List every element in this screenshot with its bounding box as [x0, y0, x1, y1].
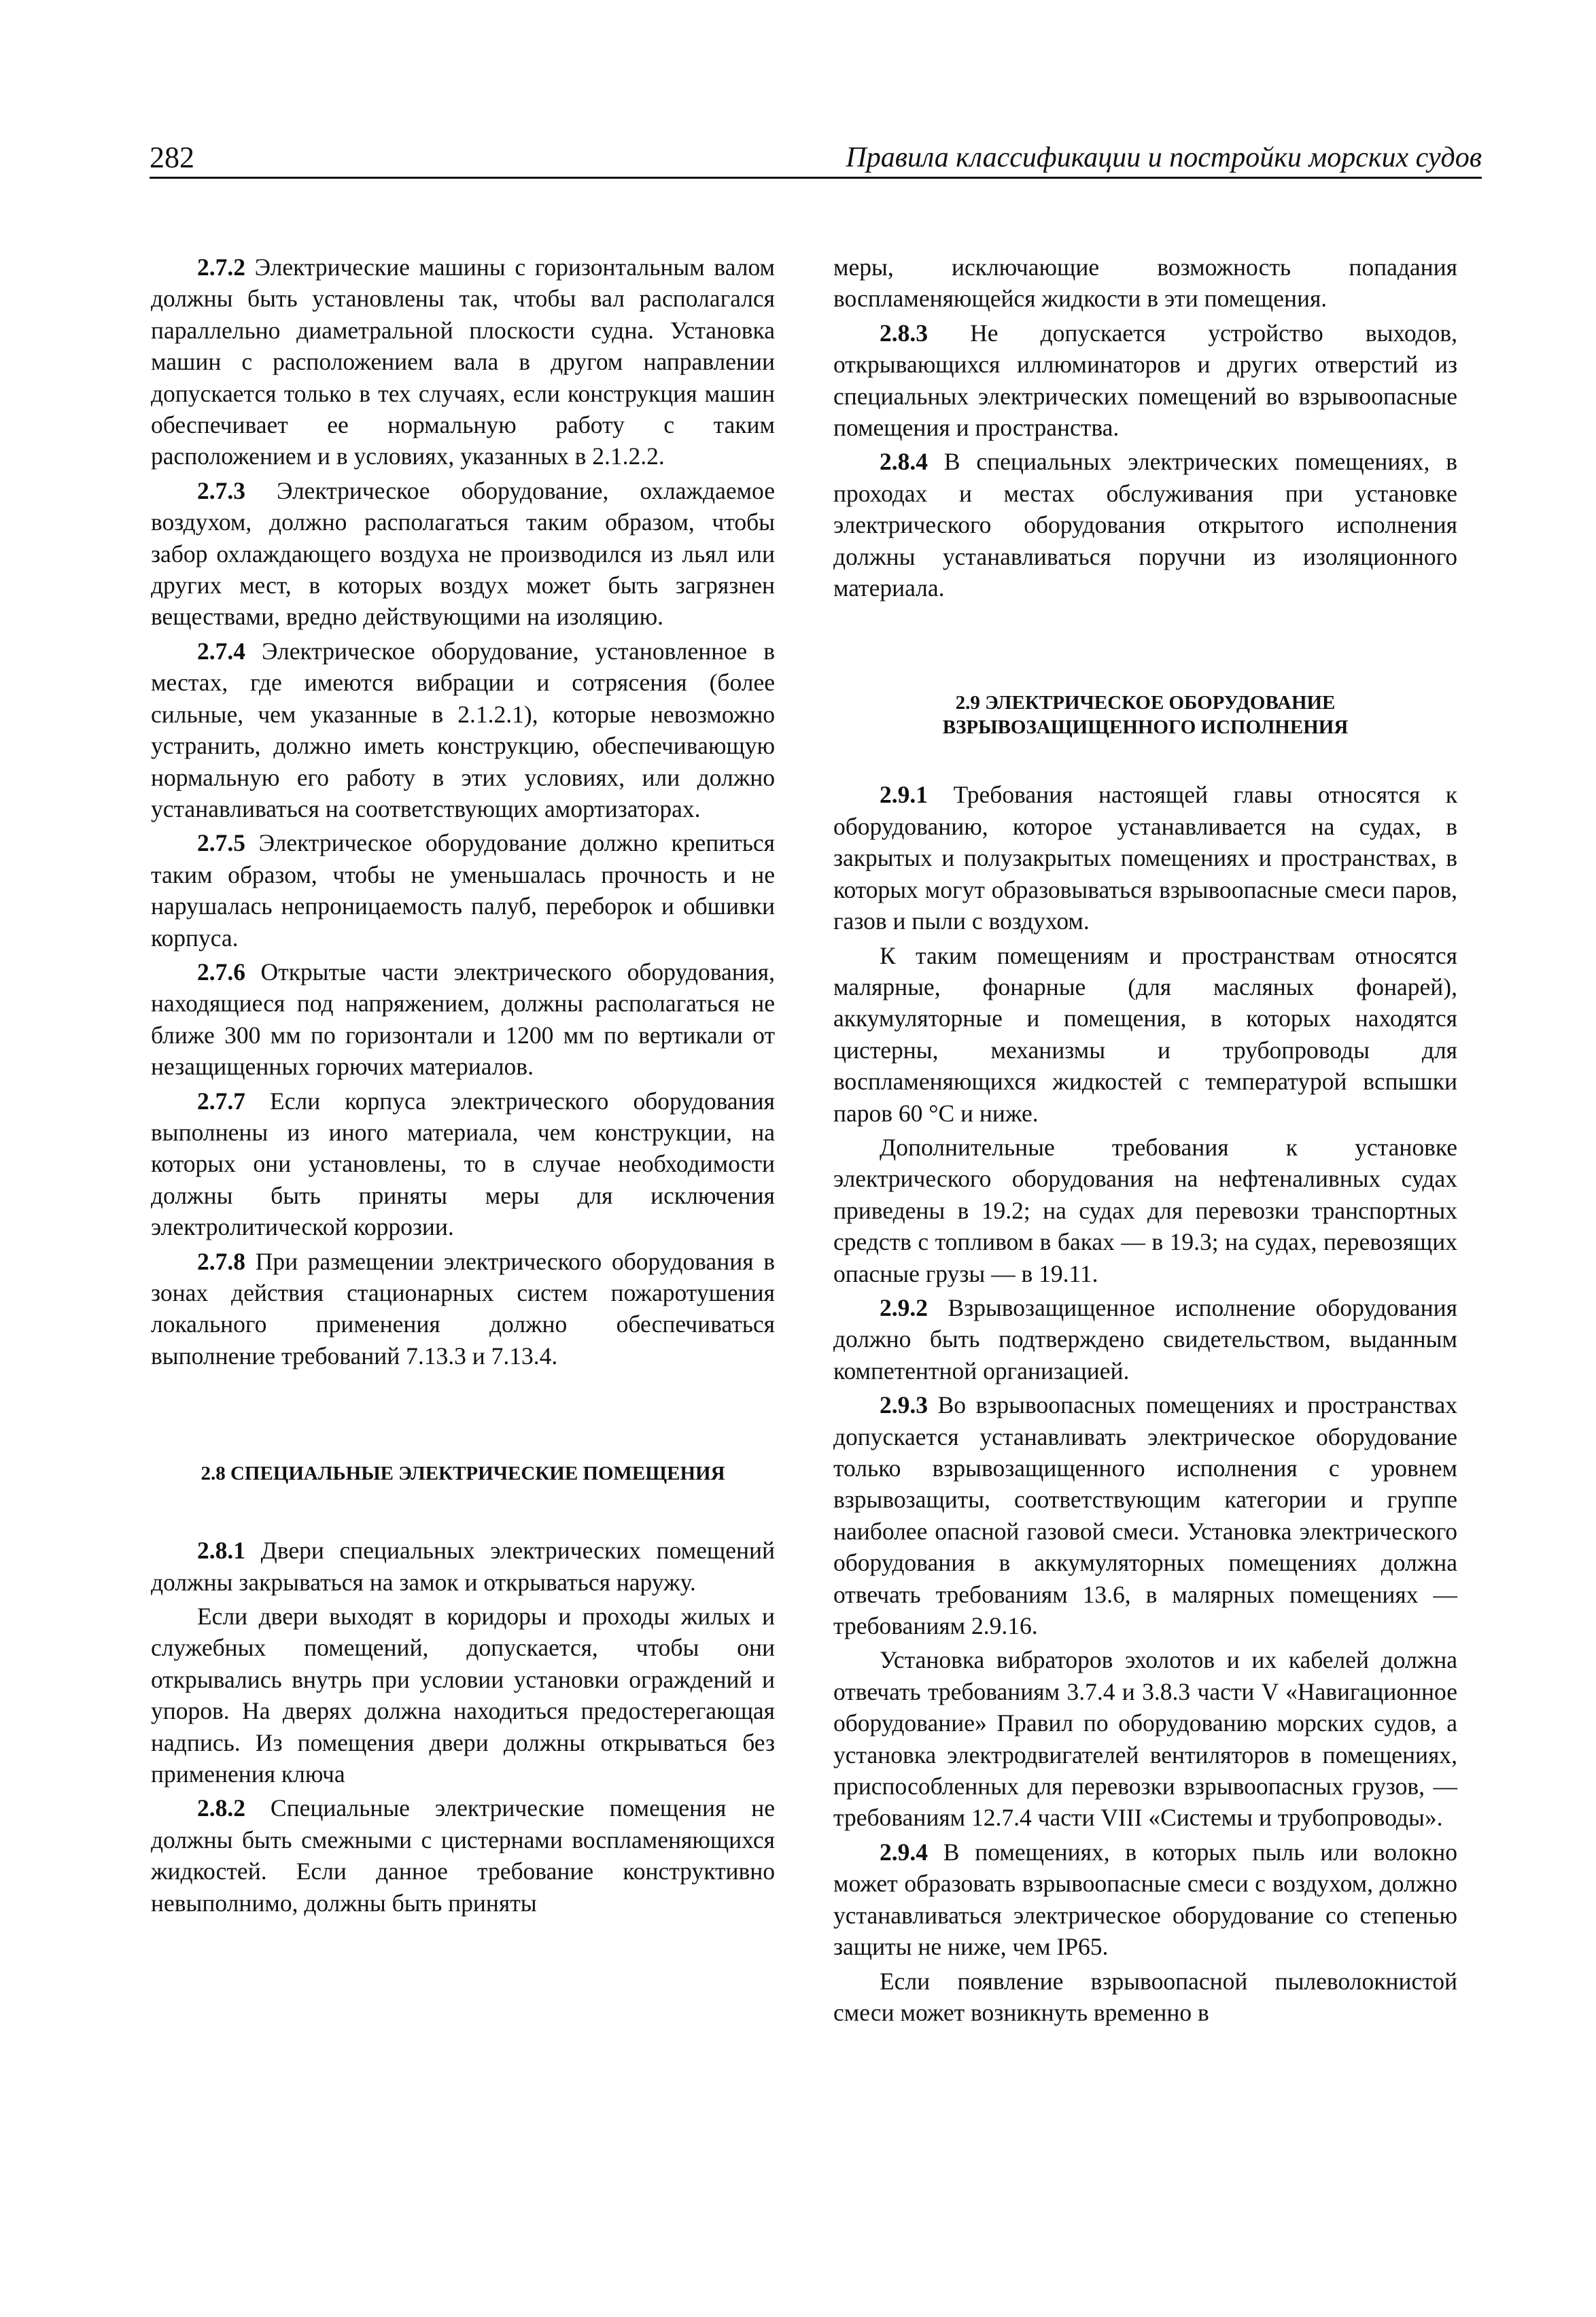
paragraph-2-8-3 [833, 317, 1457, 444]
section-heading-line: 2.9 ЭЛЕКТРИЧЕСКОЕ ОБОРУДОВАНИЕ [955, 692, 1336, 714]
paragraph-text: К таким помещениям и пространствам относятся малярные, фонарные (для масляных фонарей), аккумуляторные и помещения, в которых находятся цистерны, механизмы и трубопроводы для воспламеняющихся жидкостей с температурой вспышки паров 60 °С и ниже. [833, 941, 1457, 1127]
paragraph-2-8-1 [151, 1535, 775, 1598]
paragraph-text: меры, исключающие возможность попадания воспламеняющейся жидкости в эти помещения. [833, 254, 1457, 313]
right-column [833, 251, 1457, 2028]
clause-number: 2.9.2 [880, 1293, 928, 1321]
clause-number: 2.8.4 [880, 448, 928, 476]
paragraph-text: При размещении электрического оборудования в зонах действия стационарных систем пожаротушения локального применения должно обеспечиваться выполнение требований 7.13.3 и 7.13.4. [151, 1247, 775, 1370]
paragraph-dust-mixture [833, 1966, 1457, 2029]
paragraph-text: Если двери выходят в коридоры и проходы жилых и служебных помещений, допускается, чтобы они открывались внутрь при условии установки ограждений и упоров. На дверях должна находиться предостерегающая надпись. Из помещения двери должны открываться без применения ключа [151, 1603, 775, 1788]
clause-number: 2.8.3 [880, 319, 928, 347]
paragraph-2-7-5 [151, 827, 775, 954]
clause-number: 2.7.4 [197, 637, 245, 665]
section-heading-2-9 [833, 691, 1457, 739]
paragraph-text: Установка вибраторов эхолотов и их кабелей должна отвечать требованиям 3.7.4 и 3.8.3 части V «Навигационное оборудование» Правил по оборудованию морских судов, а установка электродвигателей вентиляторов в помещениях, приспособленных для перевозки взрывоопасных грузов, — требованиям 12.7.4 части VIII «Системы и трубопроводы». [833, 1646, 1457, 1832]
paragraph-text: Во взрывоопасных помещениях и пространствах допускается устанавливать электрическое оборудование только взрывозащищенного исполнения с уровнем взрывозащиты, соответствующим категории и группе наиболее опасной газовой смеси. Установка электрического оборудования в аккумуляторных помещениях должна отвечать требованиям 13.6, в малярных помещениях — требованиям 2.9.16. [833, 1391, 1457, 1640]
paragraph-continuation [833, 251, 1457, 315]
paragraph-text: Специальные электрические помещения не должны быть смежными с цистернами воспламеняющихся жидкостей. Если данное требование конструктивно невыполнимо, должны быть приняты [151, 1794, 775, 1917]
paragraph-text: Электрические машины с горизонтальным валом должны быть установлены так, чтобы вал располагался параллельно диаметральной плоскости судна. Установка машин с расположением вала в другом направлении допускается только в тех случаях, если конструкция машин обеспечивает ее нормальную работу с таким расположением и в условиях, указанных в 2.1.2.2. [151, 254, 775, 470]
clause-number: 2.7.2 [197, 254, 245, 281]
clause-number: 2.8.1 [197, 1537, 245, 1565]
clause-number: 2.7.7 [197, 1087, 245, 1115]
paragraph-2-9-4 [833, 1836, 1457, 1963]
paragraph-2-9-2 [833, 1292, 1457, 1387]
paragraph-2-8-4 [833, 446, 1457, 604]
paragraph-2-7-3 [151, 475, 775, 633]
left-column [151, 251, 775, 1919]
page-number: 282 [150, 141, 194, 174]
clause-number: 2.7.3 [197, 476, 245, 504]
paragraph-2-8-2 [151, 1792, 775, 1919]
paragraph-2-7-2 [151, 251, 775, 472]
paragraph-text: Двери специальных электрических помещений должны закрываться на замок и открываться наружу. [151, 1537, 775, 1596]
paragraph-additional [833, 1132, 1457, 1289]
clause-number: 2.9.1 [880, 781, 928, 809]
paragraph-vibrators [833, 1644, 1457, 1833]
running-header [150, 136, 1482, 179]
section-heading-line: ВЗРЫВОЗАЩИЩЕННОГО ИСПОЛНЕНИЯ [942, 716, 1349, 739]
clause-number: 2.8.2 [197, 1794, 245, 1822]
paragraph-text: Электрическое оборудование, охлаждаемое воздухом, должно располагаться таким образом, чтобы забор охлаждающего воздуха не производился из льял или других мест, в которых воздух может быть загрязнен веществами, вредно действующими на изоляцию. [151, 476, 775, 631]
paragraph-2-7-7 [151, 1085, 775, 1243]
paragraph-text: Взрывозащищенное исполнение оборудования должно быть подтверждено свидетельством, выданным компетентной организацией. [833, 1293, 1457, 1384]
paragraph-doors [151, 1601, 775, 1790]
paragraph-2-9-3 [833, 1389, 1457, 1641]
paragraph-2-9-1 [833, 779, 1457, 937]
paragraph-2-7-4 [151, 635, 775, 824]
paragraph-text: Если появление взрывоопасной пылеволокнистой смеси может возникнуть временно в [833, 1967, 1457, 2026]
paragraph-2-7-6 [151, 956, 775, 1083]
running-title: Правила классификации и постройки морских судов [846, 142, 1482, 173]
paragraph-text: Электрическое оборудование, установленное в местах, где имеются вибрации и сотрясения (более сильные, чем указанные в 2.1.2.1), которые невозможно устранить, должно иметь конструкцию, обеспечивающую нормальную его работу в этих условиях, или должно устанавливаться на соответствующих амортизаторах. [151, 637, 775, 822]
paragraph-text: Не допускается устройство выходов, открывающихся иллюминаторов и других отверстий из специальных электрических помещений во взрывоопасные помещения и пространства. [833, 319, 1457, 442]
clause-number: 2.7.5 [197, 829, 245, 857]
paragraph-text: Дополнительные требования к установке электрического оборудования на нефтеналивных судах приведены в 19.2; на судах для перевозки транспортных средств с топливом в баках — в 19.3; на судах, перевозящих опасные грузы — в 19.11. [833, 1133, 1457, 1287]
clause-number: 2.9.3 [880, 1391, 928, 1419]
paragraph-text: Электрическое оборудование должно крепиться таким образом, чтобы не уменьшалась прочность и не нарушалась непроницаемость палуб, переборок и обшивки корпуса. [151, 829, 775, 952]
clause-number: 2.9.4 [880, 1838, 928, 1866]
clause-number: 2.7.6 [197, 958, 245, 986]
paragraph-text: В специальных электрических помещениях, в проходах и местах обслуживания при установке электрического оборудования открытого исполнения должны устанавливаться поручни из изоляционного материала. [833, 448, 1457, 602]
section-heading-2-8: 2.8 СПЕЦИАЛЬНЫЕ ЭЛЕКТРИЧЕСКИЕ ПОМЕЩЕНИЯ [201, 1463, 725, 1485]
clause-number: 2.7.8 [197, 1247, 245, 1275]
paragraph-text: Требования настоящей главы относятся к оборудованию, которое устанавливается на судах, в закрытых и полузакрытых помещениях и пространствах, в которых могут образовываться взрывоопасные смеси паров, газов и пыли с воздухом. [833, 781, 1457, 935]
paragraph-2-7-8 [151, 1246, 775, 1372]
paragraph-spaces [833, 940, 1457, 1129]
paragraph-text: Открытые части электрического оборудования, находящиеся под напряжением, должны располагаться не ближе 300 мм по горизонтали и 1200 мм по вертикали от незащищенных горючих материалов. [151, 958, 775, 1081]
paragraph-text: Если корпуса электрического оборудования выполнены из иного материала, чем конструкции, на которых они установлены, то в случае необходимости должны быть приняты меры для исключения электролитической коррозии. [151, 1087, 775, 1241]
paragraph-text: В помещениях, в которых пыль или волокно может образовать взрывоопасные смеси с воздухом, должно устанавливаться электрическое оборудование со степенью защиты не ниже, чем IP65. [833, 1838, 1457, 1961]
